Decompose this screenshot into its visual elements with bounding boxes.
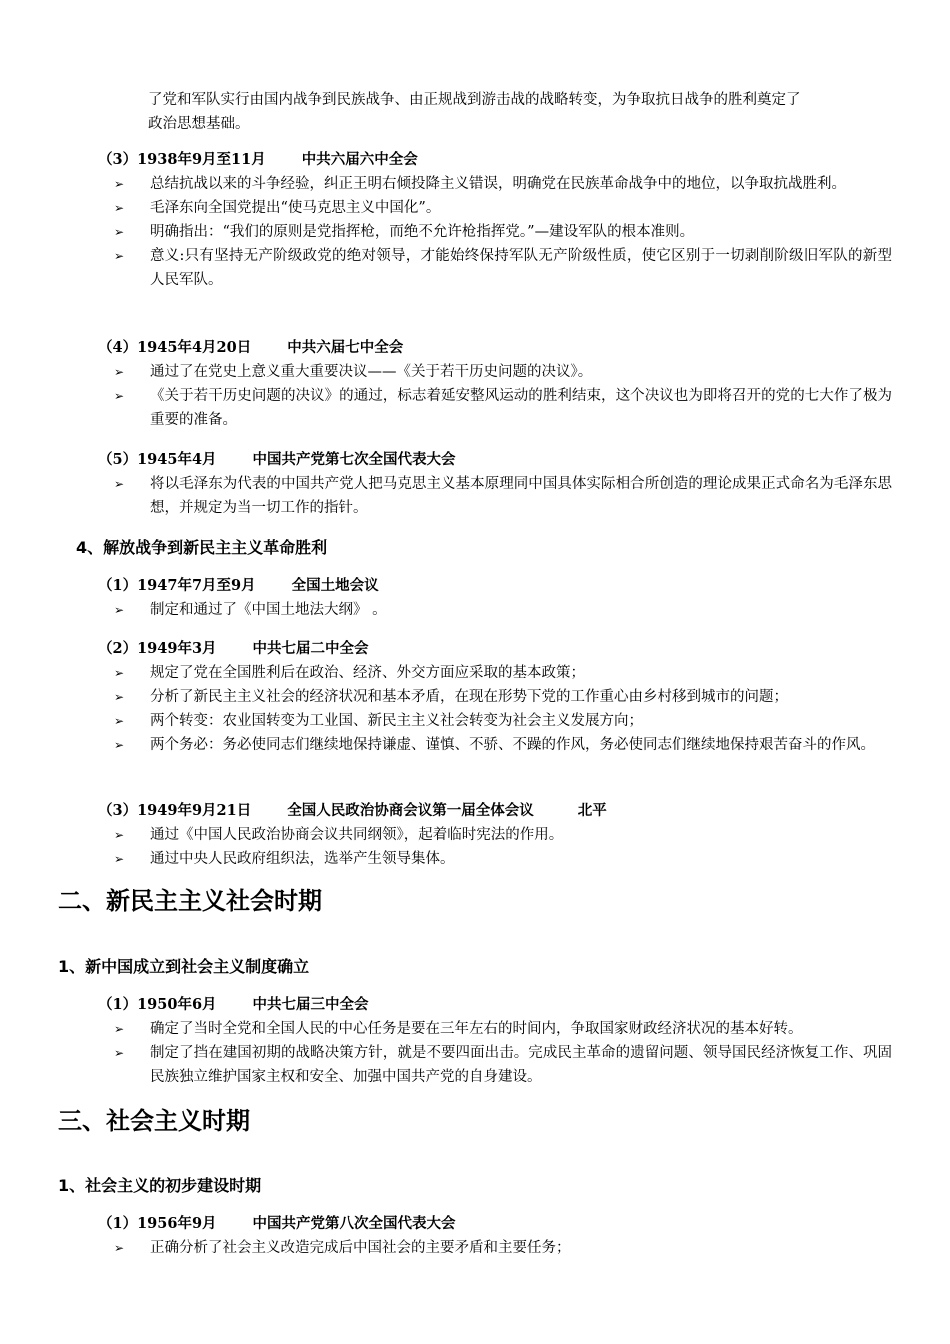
list-item: ➢ 制定和通过了《中国土地法大纲》 。 bbox=[0, 598, 892, 622]
part-heading-socialism: 三、社会主义时期 bbox=[58, 1107, 250, 1135]
section-heading: （2）1949年3月 中共七届二中全会 bbox=[98, 640, 369, 657]
bullet-list bbox=[0, 472, 892, 520]
list-item: ➢ 通过《中国人民政治协商会议共同纲领》，起着临时宪法的作用。 bbox=[0, 823, 892, 847]
bullet-list bbox=[0, 1017, 892, 1089]
section-seventh-congress bbox=[0, 448, 892, 520]
arrow-bullet-icon: ➢ bbox=[114, 828, 125, 842]
section-heading: （1）1947年7月至9月 全国土地会议 bbox=[98, 577, 379, 594]
arrow-bullet-icon: ➢ bbox=[114, 690, 125, 704]
list-item: ➢ 制定了挡在建国初期的战略决策方针，就是不要四面出击。完成民主革命的遗留问题、领导国民经济恢复工作、巩固民族独立维护国家主权和安全、加强中国共产党的自身建设。 bbox=[0, 1041, 892, 1089]
bullet-list bbox=[0, 172, 892, 292]
bullet-list bbox=[0, 360, 892, 432]
section-heading: （1）1956年9月 中国共产党第八次全国代表大会 bbox=[98, 1215, 456, 1232]
bullet-list bbox=[0, 1236, 892, 1260]
arrow-bullet-icon: ➢ bbox=[114, 1046, 125, 1060]
arrow-bullet-icon: ➢ bbox=[114, 249, 125, 263]
subheading-prc-founding: 1、新中国成立到社会主义制度确立 bbox=[58, 957, 310, 976]
section-1938 bbox=[0, 148, 892, 292]
list-item: ➢ 正确分析了社会主义改造完成后中国社会的主要矛盾和主要任务； bbox=[0, 1236, 892, 1260]
arrow-bullet-icon: ➢ bbox=[114, 201, 125, 215]
list-item: ➢ 规定了党在全国胜利后在政治、经济、外交方面应采取的基本政策； bbox=[0, 661, 892, 685]
list-item: ➢ 分析了新民主主义社会的经济状况和基本矛盾，在现在形势下党的工作重心由乡村移到城市的问题； bbox=[0, 685, 892, 709]
section-1945-seventh-plenum bbox=[0, 336, 892, 432]
part-heading-new-democracy: 二、新民主主义社会时期 bbox=[58, 887, 322, 915]
list-item: ➢ 《关于若干历史问题的决议》的通过，标志着延安整风运动的胜利结束，这个决议也为即将召开的党的七大作了极为重要的准备。 bbox=[0, 384, 892, 432]
subheading-liberation-war: 4、解放战争到新民主主义革命胜利 bbox=[76, 538, 328, 557]
list-item: ➢ 确定了当时全党和全国人民的中心任务是要在三年左右的时间内，争取国家财政经济状况的基本好转。 bbox=[0, 1017, 892, 1041]
section-heading: （1）1950年6月 中共七届三中全会 bbox=[98, 996, 369, 1013]
list-item: ➢ 毛泽东向全国党提出“使马克思主义中国化”。 bbox=[0, 196, 892, 220]
section-land-conference bbox=[0, 574, 892, 622]
section-eighth-congress bbox=[0, 1212, 892, 1260]
section-heading: （5）1945年4月 中国共产党第七次全国代表大会 bbox=[98, 451, 456, 468]
bullet-list bbox=[0, 823, 892, 871]
list-item: ➢ 两个转变：农业国转变为工业国、新民主主义社会转变为社会主义发展方向； bbox=[0, 709, 892, 733]
arrow-bullet-icon: ➢ bbox=[114, 666, 125, 680]
arrow-bullet-icon: ➢ bbox=[114, 1022, 125, 1036]
list-item: ➢ 明确指出：“我们的原则是党指挥枪，而绝不允许枪指挥党。”—建设军队的根本准则。 bbox=[0, 220, 892, 244]
arrow-bullet-icon: ➢ bbox=[114, 714, 125, 728]
arrow-bullet-icon: ➢ bbox=[114, 1241, 125, 1255]
subheading-early-construction: 1、社会主义的初步建设时期 bbox=[58, 1176, 262, 1195]
arrow-bullet-icon: ➢ bbox=[114, 389, 125, 403]
arrow-bullet-icon: ➢ bbox=[114, 852, 125, 866]
arrow-bullet-icon: ➢ bbox=[114, 738, 125, 752]
list-item: ➢ 两个务必：务必使同志们继续地保持谦虚、谨慎、不骄、不躁的作风，务必使同志们继续地保持艰苦奋斗的作风。 bbox=[0, 733, 892, 757]
list-item: ➢ 意义:只有坚持无产阶级政党的绝对领导，才能始终保持军队无产阶级性质，使它区别于一切剥削阶级旧军队的新型人民军队。 bbox=[0, 244, 892, 292]
bullet-list bbox=[0, 661, 892, 757]
section-heading: （4）1945年4月20日 中共六届七中全会 bbox=[98, 339, 404, 356]
arrow-bullet-icon: ➢ bbox=[114, 365, 125, 379]
list-item: ➢ 将以毛泽东为代表的中国共产党人把马克思主义基本原理同中国具体实际相合所创造的理论成果正式命名为毛泽东思想，并规定为当一切工作的指针。 bbox=[0, 472, 892, 520]
intro-line-2: 政治思想基础。 bbox=[148, 116, 250, 132]
intro-line-1: 了党和军队实行由国内战争到民族战争、由正规战到游击战的战略转变，为争取抗日战争的胜利奠定了 bbox=[148, 92, 801, 108]
arrow-bullet-icon: ➢ bbox=[114, 603, 125, 617]
section-heading: （3）1938年9月至11月 中共六届六中全会 bbox=[98, 151, 418, 168]
section-cppcc bbox=[0, 799, 892, 871]
list-item: ➢ 通过了在党史上意义重大重要决议——《关于若干历史问题的决议》。 bbox=[0, 360, 892, 384]
arrow-bullet-icon: ➢ bbox=[114, 477, 125, 491]
list-item: ➢ 总结抗战以来的斗争经验，纠正王明右倾投降主义错误，明确党在民族革命战争中的地位，以争取抗战胜利。 bbox=[0, 172, 892, 196]
bullet-list bbox=[0, 598, 892, 622]
section-heading: （3）1949年9月21日 全国人民政治协商会议第一届全体会议 北平 bbox=[98, 802, 607, 819]
intro-paragraph bbox=[148, 88, 896, 136]
arrow-bullet-icon: ➢ bbox=[114, 225, 125, 239]
arrow-bullet-icon: ➢ bbox=[114, 177, 125, 191]
section-second-plenum bbox=[0, 637, 892, 757]
section-third-plenum bbox=[0, 993, 892, 1089]
list-item: ➢ 通过中央人民政府组织法，选举产生领导集体。 bbox=[0, 847, 892, 871]
